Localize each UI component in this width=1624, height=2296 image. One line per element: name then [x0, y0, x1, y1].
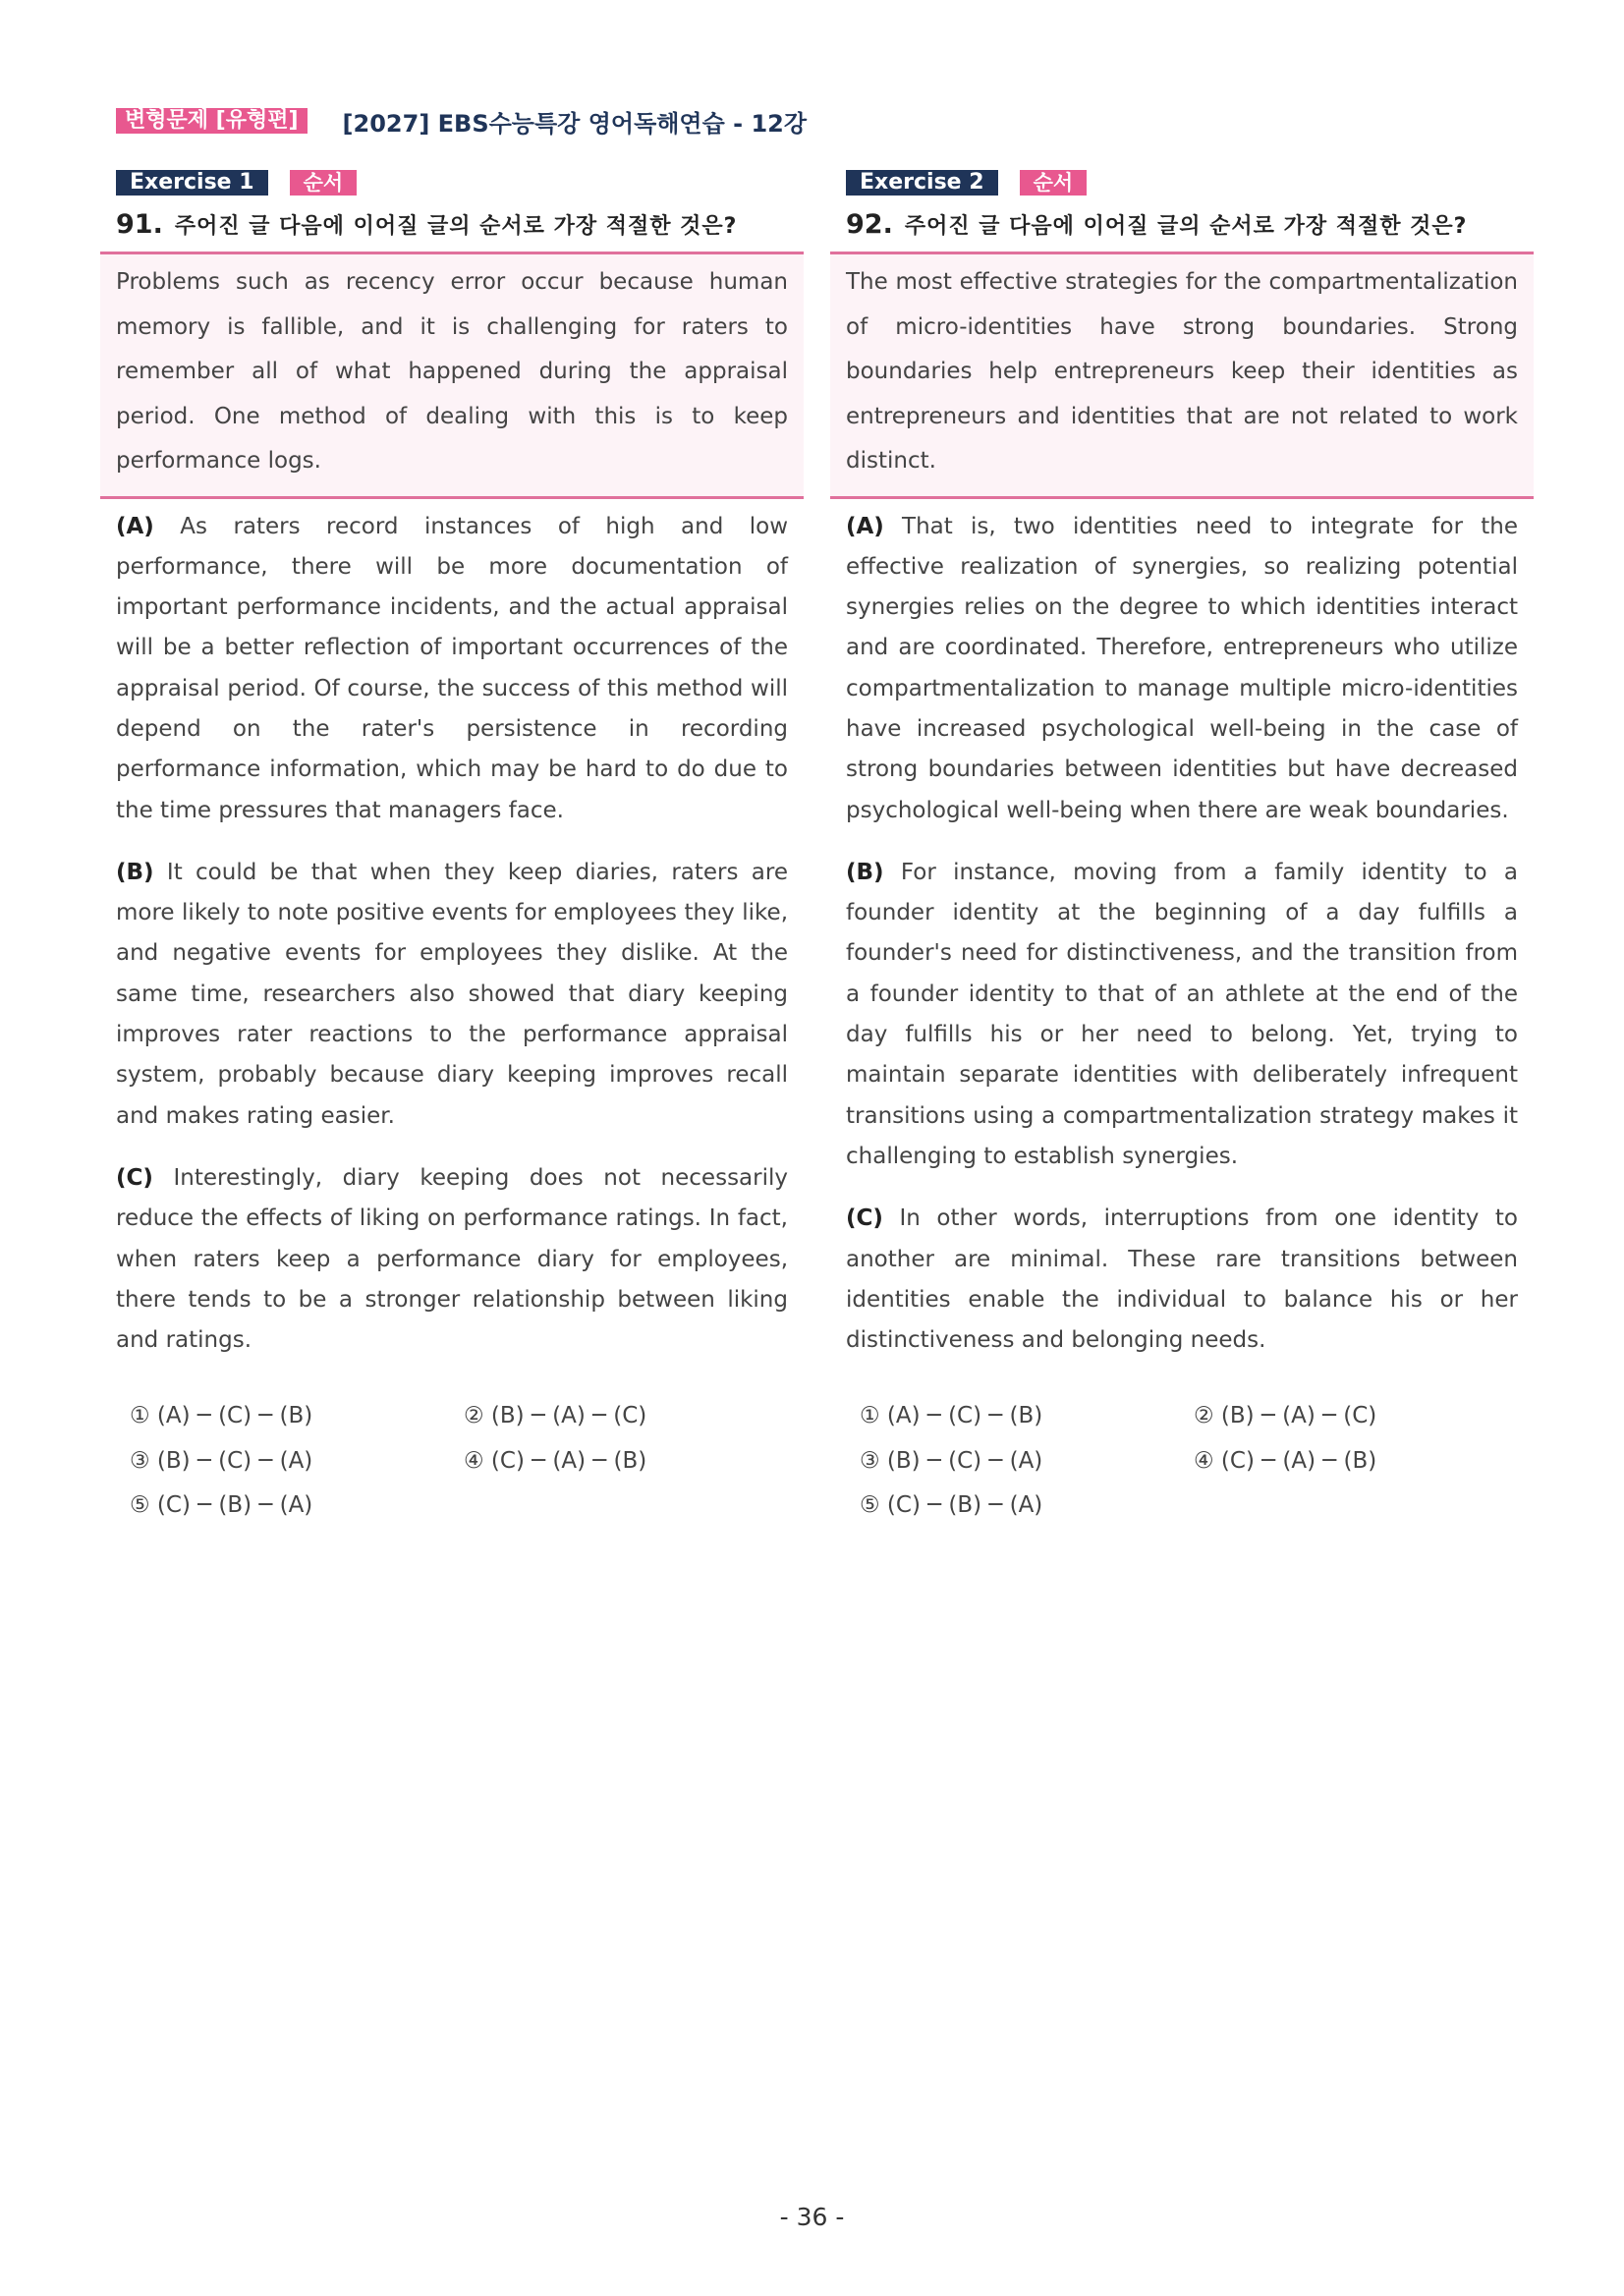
- given-passage: The most effective strategies for the compartmentalization of micro-identities have strong boundaries. Strong boundaries help entrepreneurs keep their identities as entrepreneurs and identities that are not related to work distinct.: [830, 252, 1534, 499]
- exercise-1-column: [100, 170, 804, 1529]
- question-text: 주어진 글 다음에 이어질 글의 순서로 가장 적절한 것은?: [174, 214, 738, 239]
- given-passage: Problems such as recency error occur because human memory is fallible, and it is challenging for raters to remember all of what happened during the appraisal period. One method of dealing with this is to keep performance logs.: [100, 252, 804, 499]
- paragraph-a: [100, 507, 804, 831]
- exercise-1-header: [116, 170, 804, 196]
- question-number: 91.: [116, 209, 163, 240]
- option-3[interactable]: ③ (B) ─ (C) ─ (A): [860, 1447, 1043, 1474]
- question-number: 92.: [846, 209, 893, 240]
- exercise-1-type: 순서: [290, 170, 358, 196]
- paragraph-label: (C): [116, 1164, 153, 1191]
- header-title: [2027] EBS수능특강 영어독해연습 - 12강: [342, 109, 808, 138]
- exercise-2-column: [830, 170, 1534, 1529]
- option-1[interactable]: ① (A) ─ (C) ─ (B): [130, 1403, 313, 1429]
- paragraph-c: [830, 1199, 1534, 1361]
- option-2[interactable]: ② (B) ─ (A) ─ (C): [464, 1403, 647, 1429]
- paragraph-text: In other words, interruptions from one identity to another are minimal. These rare transitions between identities enable the individual to balance his or her distinctiveness and belonging needs.: [846, 1205, 1518, 1354]
- question-91: [116, 209, 804, 240]
- question-92: [846, 209, 1534, 240]
- answer-options: [100, 1394, 804, 1529]
- exercise-2-label: Exercise 2: [846, 170, 998, 196]
- paragraph-text: For instance, moving from a family identity to a founder identity at the beginning of a day fulfills a founder's need for distinctiveness, and the transition from a founder identity to that of an athlete at the end of the day fulfills his or her need to belong. Yet, trying to maintain separate identities with deliberately infrequent transitions using a compartmentalization strategy makes it challenging to establish synergies.: [846, 859, 1519, 1169]
- answer-options: [830, 1394, 1534, 1529]
- paragraph-c: [100, 1158, 804, 1361]
- option-4[interactable]: ④ (C) ─ (A) ─ (B): [464, 1447, 647, 1474]
- option-5[interactable]: ⑤ (C) ─ (B) ─ (A): [860, 1492, 1043, 1519]
- page-number: - 36 -: [779, 2203, 845, 2231]
- option-4[interactable]: ④ (C) ─ (A) ─ (B): [1194, 1447, 1377, 1474]
- paragraph-text: That is, two identities need to integrate for the effective realization of synergies, so realizing potential synergies relies on the degree to which identities interact and are coordinated. Therefore, entrepreneurs who utilize compartmentalization to manage multiple micro-identities have increased psychological well-being in the case of strong boundaries between identities but have decreased psychological well-being when there are weak boundaries.: [846, 513, 1518, 823]
- exercise-2-type: 순서: [1020, 170, 1088, 196]
- paragraph-label: (B): [846, 859, 884, 885]
- exercise-1-label: Exercise 1: [116, 170, 268, 196]
- paragraph-label: (A): [116, 513, 154, 539]
- header-tag: 변형문제 [유형편]: [116, 108, 308, 134]
- page-header: [116, 106, 807, 136]
- option-3[interactable]: ③ (B) ─ (C) ─ (A): [130, 1447, 313, 1474]
- paragraph-label: (C): [846, 1205, 883, 1232]
- option-1[interactable]: ① (A) ─ (C) ─ (B): [860, 1403, 1043, 1429]
- paragraph-b: [830, 853, 1534, 1177]
- option-2[interactable]: ② (B) ─ (A) ─ (C): [1194, 1403, 1377, 1429]
- paragraph-label: (B): [116, 859, 154, 885]
- exercise-2-header: [846, 170, 1534, 196]
- paragraph-text: As raters record instances of high and low performance, there will be more documentation of important performance incidents, and the actual appraisal will be a better reflection of important occurrences of the appraisal period. Of course, the success of this method will depend on the rater's persistence in recording performance information, which may be hard to do due to the time pressures that managers face.: [116, 513, 789, 823]
- question-text: 주어진 글 다음에 이어질 글의 순서로 가장 적절한 것은?: [904, 214, 1468, 239]
- paragraph-text: Interestingly, diary keeping does not necessarily reduce the effects of liking on performance ratings. In fact, when raters keep a performance diary for employees, there tends to be a stronger relationship between liking and ratings.: [116, 1164, 788, 1354]
- paragraph-label: (A): [846, 513, 884, 539]
- paragraph-text: It could be that when they keep diaries, raters are more likely to note positive events for employees they like, and negative events for employees they dislike. At the same time, researchers also showed that diary keeping improves rater reactions to the performance appraisal system, probably because diary keeping improves recall and makes rating easier.: [116, 859, 789, 1129]
- paragraph-b: [100, 853, 804, 1137]
- paragraph-a: [830, 507, 1534, 831]
- option-5[interactable]: ⑤ (C) ─ (B) ─ (A): [130, 1492, 313, 1519]
